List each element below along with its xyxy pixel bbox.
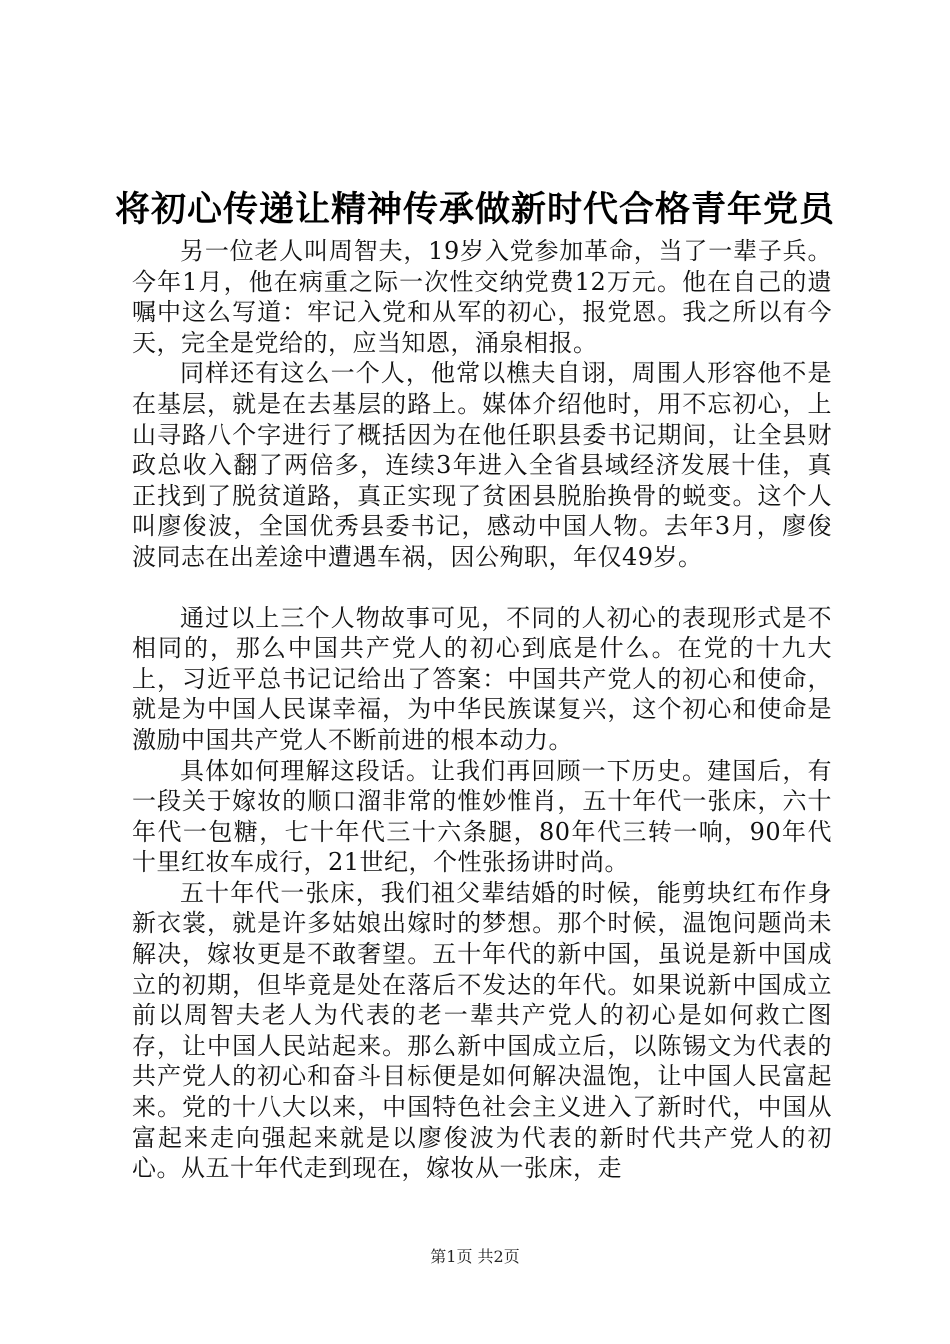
paragraph-original-aspiration: 通过以上三个人物故事可见，不同的人初心的表现形式是不相同的，那么中国共产党人的初心到底是什么。在党的十九大上，习近平总书记记给出了答案：中国共产党人的初心和使命，就是为中国人民谋幸福，为中华民族谋复兴，这个初心和使命是激励中国共产党人不断前进的根本动力。 [132,603,832,754]
paragraph-dowry-history: 具体如何理解这段话。让我们再回顾一下历史。建国后，有一段关于嫁妆的顺口溜非常的惟妙惟肖，五十年代一张床，六十年代一包糖，七十年代三十六条腿，80年代三转一响，90年代十里红妆车成行，21世纪，个性张扬讲时尚。 [132,756,832,877]
page-indicator: 第1页 共2页 [430,1247,520,1266]
paragraph-fifties-bed: 五十年代一张床，我们祖父辈结婚的时候，能剪块红布作身新衣裳，就是许多姑娘出嫁时的梦想。那个时候，温饱问题尚未解决，嫁妆更是不敢奢望。五十年代的新中国，虽说是新中国成立的初期，但毕竟是处在落后不发达的年代。如果说新中国成立前以周智夫老人为代表的老一辈共产党人的初心是如何救亡图存，让中国人民站起来。那么新中国成立后，以陈锡文为代表的共产党人的初心和奋斗目标便是如何解决温饱，让中国人民富起来。党的十八大以来，中国特色社会主义进入了新时代，中国从富起来走向强起来就是以廖俊波为代表的新时代共产党人的初心。从五十年代走到现在，嫁妆从一张床，走 [132,878,832,1183]
paragraph-liao-junbo: 同样还有这么一个人，他常以樵夫自诩，周围人形容他不是在基层，就是在去基层的路上。媒体介绍他时，用不忘初心，上山寻路八个字进行了概括因为在他任职县委书记期间，让全县财政总收入翻了两倍多，连续3年进入全省县域经济发展十佳，真正找到了脱贫道路，真正实现了贫困县脱胎换骨的蜕变。这个人叫廖俊波，全国优秀县委书记，感动中国人物。去年3月，廖俊波同志在出差途中遭遇车祸，因公殉职，年仅49岁。 [132,359,832,571]
document-body [132,236,832,1184]
page-footer [0,1247,950,1267]
document-title: 将初心传递让精神传承做新时代合格青年党员 [114,190,835,230]
paragraph-zhou-zhifu: 另一位老人叫周智夫，19岁入党参加革命，当了一辈子兵。今年1月，他在病重之际一次性交纳党费12万元。他在自己的遗嘱中这么写道：牢记入党和从军的初心，报党恩。我之所以有今天，完全是党给的，应当知恩，涌泉相报。 [132,237,832,357]
